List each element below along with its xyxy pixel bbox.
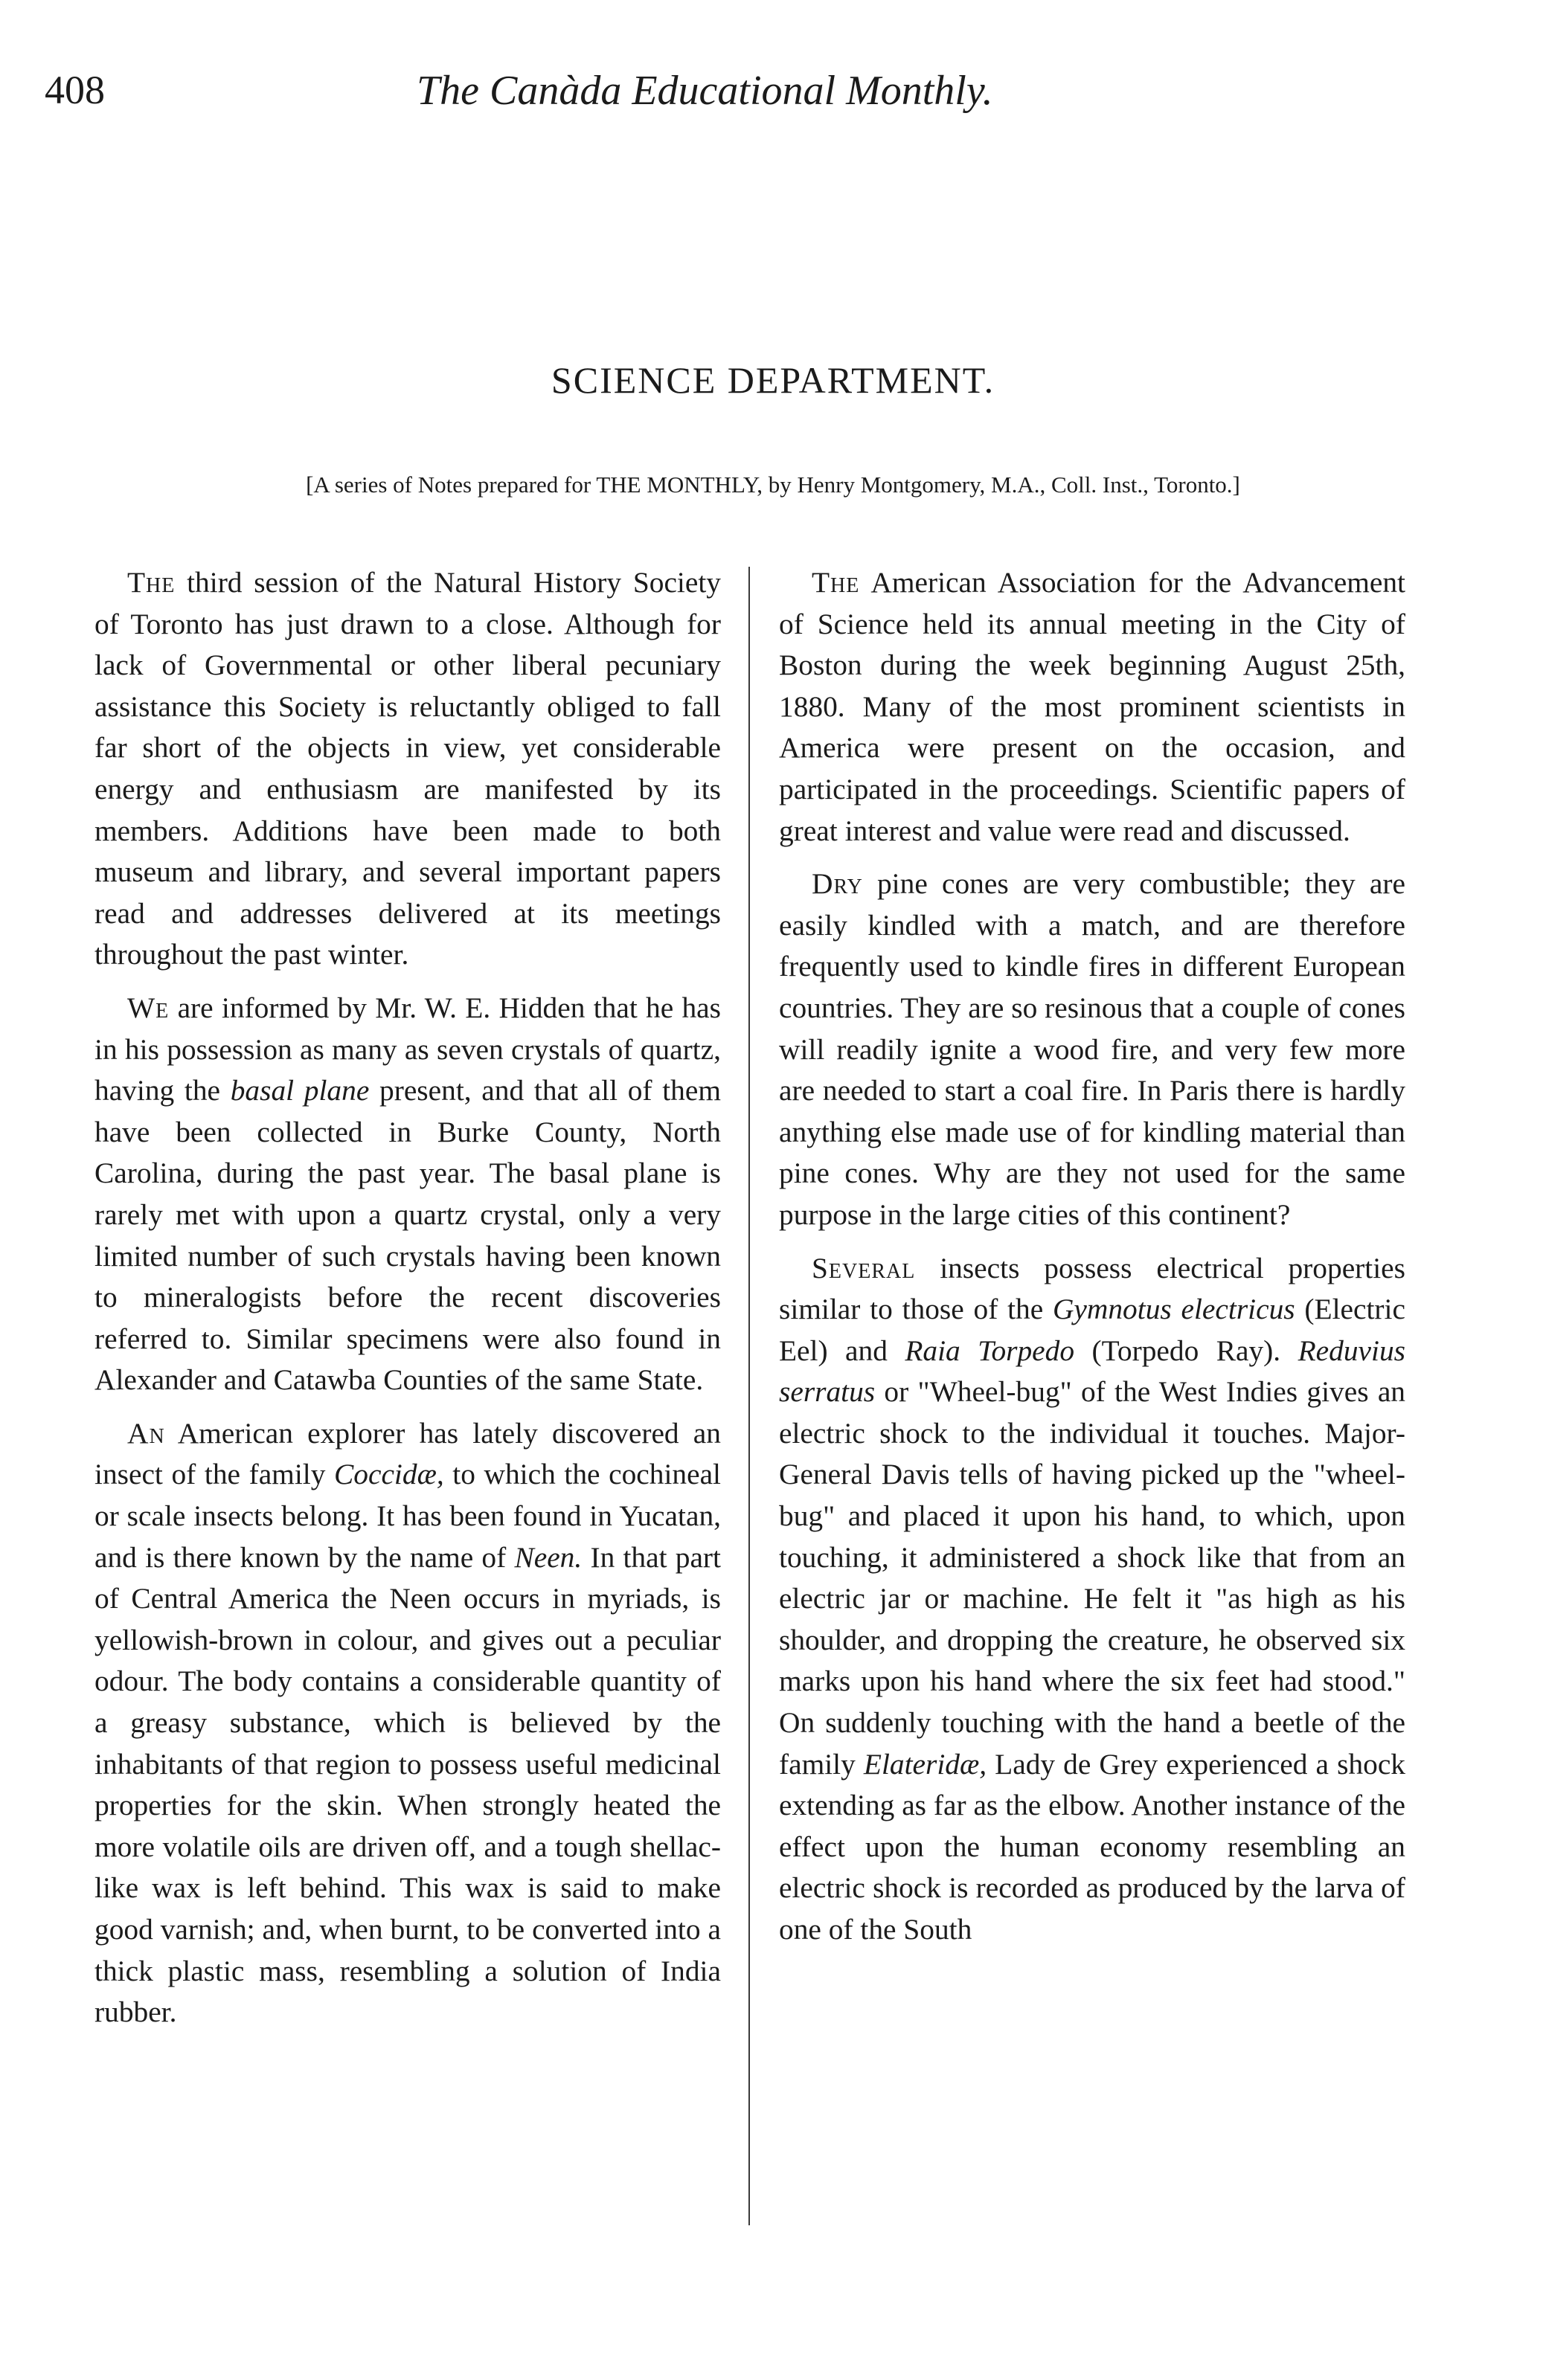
paragraph-text: American explorer has lately discovered an insect of the family <box>94 1416 721 1491</box>
paragraph-american-association <box>779 562 1405 852</box>
italic-term: Coccidæ, <box>334 1458 444 1491</box>
lead-word: Several <box>812 1251 916 1284</box>
lead-word: An <box>127 1416 165 1450</box>
italic-term: Raia Torpedo <box>905 1334 1075 1367</box>
paragraph-text: are informed by Mr. W. E. Hidden that he has in his possession as many as seven crystals of quartz, having the <box>94 991 721 1107</box>
paragraph-text: or "Wheel-bug" of the West Indies gives an electric shock to the individual it touches. Major-General Davis tells of having picked up the "wheel-bug" and placed it upon his hand, to which, upon touching, it administered a shock like that from an electric jar or machine. He felt it "as high as his shoulder, and dropping the creature, he observed six marks upon his hand where the six feet had stood." On suddenly touching with the hand a beetle of the family <box>779 1375 1405 1781</box>
paragraph-natural-history-society <box>94 562 721 976</box>
lead-word: Dry <box>812 867 863 901</box>
paragraph-pine-cones <box>779 863 1405 1235</box>
section-title: SCIENCE DEPARTMENT. <box>551 359 995 401</box>
paragraph-quartz-crystals <box>94 988 721 1401</box>
right-column <box>779 562 1405 1963</box>
paragraph-text: In that part of Central America the Neen occurs in myriads, is yellowish-brown in colour, and gives out a peculiar odour. The body contains a considerable quantity of a greasy substance, which is believed by the inhabitants of that region to possess useful medicinal properties for the skin. When strongly heated the more volatile oils are driven off, and a tough shellac-like wax is left behind. This wax is said to make good varnish; and, when burnt, to be converted into a thick plastic mass, resembling a solution of India rubber. <box>94 1540 721 2029</box>
paragraph-electrical-insects <box>779 1248 1405 1951</box>
italic-term: Neen. <box>514 1540 583 1574</box>
paragraph-text: insects possess electrical properties similar to those of the <box>779 1251 1405 1326</box>
paragraph-text: present, and that all of them have been collected in Burke County, North Carolina, during the past year. The basal plane is rarely met with upon a quartz crystal, only a very limited number of such crystals having been known to mineralogists before the recent discoveries referred to. Similar specimens were also found in Alexander and Catawba Counties of the same State. <box>94 1074 721 1397</box>
italic-term: Reduvius serratus <box>779 1334 1405 1409</box>
italic-term: Elateridæ, <box>863 1747 987 1781</box>
paragraph-coccidae-insect <box>94 1413 721 2033</box>
lead-word: We <box>127 991 170 1024</box>
left-column <box>94 562 721 2045</box>
paragraph-text: to which the cochineal or scale insects belong. It has been found in Yucatan, and is there known by the name of <box>94 1458 721 1574</box>
lead-word: The <box>812 566 860 599</box>
italic-term: Gymnotus electricus <box>1052 1293 1295 1326</box>
paragraph-text: American Association for the Advancement of Science held its annual meeting in the City of Boston during the week beginning August 25th, 1880. Many of the most prominent scientists in America were present on the occasion, and participated in the proceedings. Scientific papers of great interest and value were read and discussed. <box>779 566 1405 847</box>
paragraph-text: Lady de Grey experienced a shock extending as far as the elbow. Another instance of the effect upon the human economy resembling an electric shock is recorded as produced by the larva of one of the South <box>779 1747 1405 1946</box>
section-attribution: [A series of Notes prepared for THE MONTHLY, by Henry Montgomery, M.A., Coll. Inst., Toronto.] <box>306 472 1240 498</box>
paragraph-text: pine cones are very combustible; they are easily kindled with a match, and are therefore frequently used to kindle fires in different European countries. They are so resinous that a couple of cones will readily ignite a wood fire, and very few more are needed to start a coal fire. In Paris there is hardly anything else made use of for kindling material than pine cones. Why are they not used for the same purpose in the large cities of this continent? <box>779 867 1405 1231</box>
column-divider <box>748 567 750 2225</box>
page-number: 408 <box>45 68 105 112</box>
paragraph-text: (Electric Eel) and <box>779 1293 1405 1367</box>
paragraph-text: (Torpedo Ray). <box>1074 1334 1298 1367</box>
running-title: The Canàda Educational Monthly. <box>417 68 993 114</box>
paragraph-text: third session of the Natural History Society of Toronto has just drawn to a close. Although for lack of Governmental or other liberal pecuniary assistance this Society is reluctantly obliged to fall far short of the objects in view, yet considerable energy and enthusiasm are manifested by its members. Additions have been made to both museum and library, and several important papers read and addresses delivered at its meetings throughout the past winter. <box>94 566 721 971</box>
italic-term: basal plane <box>230 1074 370 1107</box>
lead-word: The <box>127 566 176 599</box>
